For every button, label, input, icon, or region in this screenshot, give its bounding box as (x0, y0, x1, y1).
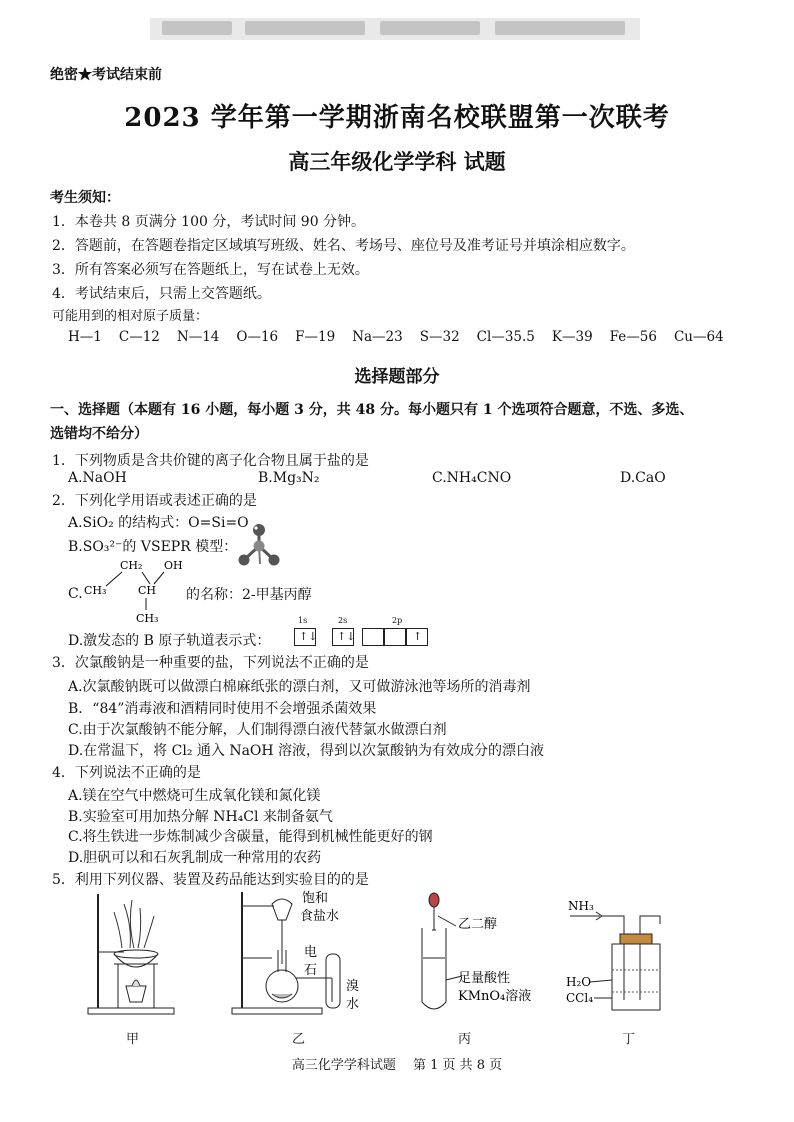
vsepr-model-image (234, 522, 284, 568)
q4-option-d: D.胆矾可以和石灰乳制成一种常用的农药 (68, 850, 322, 866)
question-4-stem: 4．下列说法不正确的是 (52, 765, 201, 781)
atomic-masses: H—1 C—12 N—14 O—16 F—19 Na—23 S—32 Cl—35.5 K—39 Fe—56 Cu—64 (68, 329, 724, 345)
q2-option-c-text: 的名称：2-甲基丙醇 (186, 587, 312, 603)
svg-text:食盐水: 食盐水 (300, 909, 340, 924)
q1-option-b: B.Mg₃N₂ (258, 470, 320, 486)
notice-item: 4．考试结束后，只需上交答题纸。 (52, 286, 271, 302)
svg-text:CH₃: CH₃ (84, 584, 107, 597)
svg-text:NH₃: NH₃ (568, 899, 594, 913)
orbital-box-1s: ↑↓ (294, 628, 316, 646)
svg-text:水: 水 (346, 997, 360, 1012)
apparatus-bing (406, 890, 556, 1020)
page-footer: 高三化学学科试题 第 1 页 共 8 页 (291, 1058, 503, 1073)
q4-option-b: B.实验室可用加热分解 NH₄Cl 来制备氨气 (68, 809, 333, 825)
svg-text:石: 石 (304, 963, 318, 978)
q3-option-b: B．“84”消毒液和酒精同时使用不会增强杀菌效果 (68, 701, 377, 717)
figure-label-ding: 丁 (622, 1032, 636, 1047)
orbital-box-2p-1 (362, 628, 384, 646)
q2-option-d: D.激发态的 B 原子轨道表示式： (68, 633, 271, 649)
orbital-diagram: 1s 2s 2p ↑↓ ↑↓ ↑ (292, 616, 442, 656)
orbital-box-2s: ↑↓ (332, 628, 354, 646)
page-title: 2023 学年第一学期浙南名校联盟第一次联考 (124, 103, 670, 133)
figure-label-jia: 甲 (126, 1032, 140, 1047)
page-subtitle: 高三年级化学学科 试题 (288, 149, 506, 174)
notice-heading: 考生须知： (50, 190, 120, 206)
svg-text:OH: OH (164, 559, 183, 572)
orbital-box-2p-3: ↑ (406, 628, 428, 646)
svg-text:电: 电 (304, 945, 318, 960)
q3-option-c: C.由于次氯酸钠不能分解，人们制得漂白液代替氯水做漂白剂 (68, 722, 447, 738)
apparatus-ding (560, 890, 680, 1020)
structural-formula (78, 556, 188, 626)
q3-option-a: A.次氯酸钠既可以做漂白棉麻纸张的漂白剂，又可做游泳池等场所的消毒剂 (68, 679, 531, 695)
notice-item: 2．答题前，在答题卷指定区域填写班级、姓名、考场号、座位号及准考证号并填涂相应数字。 (52, 238, 635, 254)
question-1-stem: 1．下列物质是含共价键的离子化合物且属于盐的是 (52, 453, 369, 469)
q1-option-c: C.NH₄CNO (432, 470, 512, 486)
svg-text:饱和: 饱和 (302, 891, 329, 906)
question-2-stem: 2．下列化学用语或表述正确的是 (52, 493, 257, 509)
svg-text:KMnO₄溶液: KMnO₄溶液 (458, 989, 532, 1004)
question-3-stem: 3．次氯酸钠是一种重要的盐，下列说法不正确的是 (52, 655, 369, 671)
apparatus-jia (84, 890, 184, 1025)
secret-label: 绝密★考试结束前 (50, 67, 162, 83)
q4-option-a: A.镁在空气中燃烧可生成氧化镁和氮化镁 (68, 788, 321, 804)
figure-label-bing: 丙 (458, 1032, 472, 1047)
q1-option-d: D.CaO (620, 470, 666, 486)
mass-label: 可能用到的相对原子质量： (52, 309, 209, 324)
q4-option-c: C.将生铁进一步炼制减少含碳量，能得到机械性能更好的钢 (68, 829, 433, 845)
notice-item: 1．本卷共 8 页满分 100 分，考试时间 90 分钟。 (52, 214, 366, 230)
question-5-stem: 5．利用下列仪器、装置及药品能达到实验目的的是 (52, 872, 369, 888)
svg-text:CH₂: CH₂ (120, 559, 143, 572)
q3-option-d: D.在常温下，将 Cl₂ 通入 NaOH 溶液，得到以次氯酸钠为有效成分的漂白液 (68, 743, 545, 759)
q1-option-a: A.NaOH (68, 470, 127, 486)
q2-option-a: A.SiO₂ 的结构式：O=Si=O (68, 515, 249, 531)
figure-label-yi: 乙 (292, 1032, 306, 1047)
q2-option-b: B.SO₃²⁻的 VSEPR 模型： (68, 539, 238, 555)
apparatus-yi (228, 890, 378, 1025)
svg-text:CH: CH (138, 584, 157, 597)
svg-text:足量酸性: 足量酸性 (458, 971, 511, 986)
notice-item: 3．所有答案必须写在答题纸上，写在试卷上无效。 (52, 262, 369, 278)
svg-text:CH₃: CH₃ (136, 612, 159, 625)
svg-text:溴: 溴 (346, 979, 360, 994)
section-title: 选择题部分 (354, 367, 440, 387)
orbital-box-2p-2 (384, 628, 406, 646)
part-instructions-cont: 选错均不给分） (50, 426, 148, 442)
part-instructions: 一、选择题（本题有 16 小题，每小题 3 分，共 48 分。每小题只有 1 个选项符合题意，不选、多选、 (50, 402, 694, 418)
svg-text:乙二醇: 乙二醇 (458, 917, 498, 932)
q2-option-c-prefix: C. (68, 586, 83, 602)
svg-text:H₂O: H₂O (566, 975, 592, 989)
top-watermark-bar (150, 18, 640, 40)
svg-text:CCl₄: CCl₄ (566, 991, 594, 1005)
